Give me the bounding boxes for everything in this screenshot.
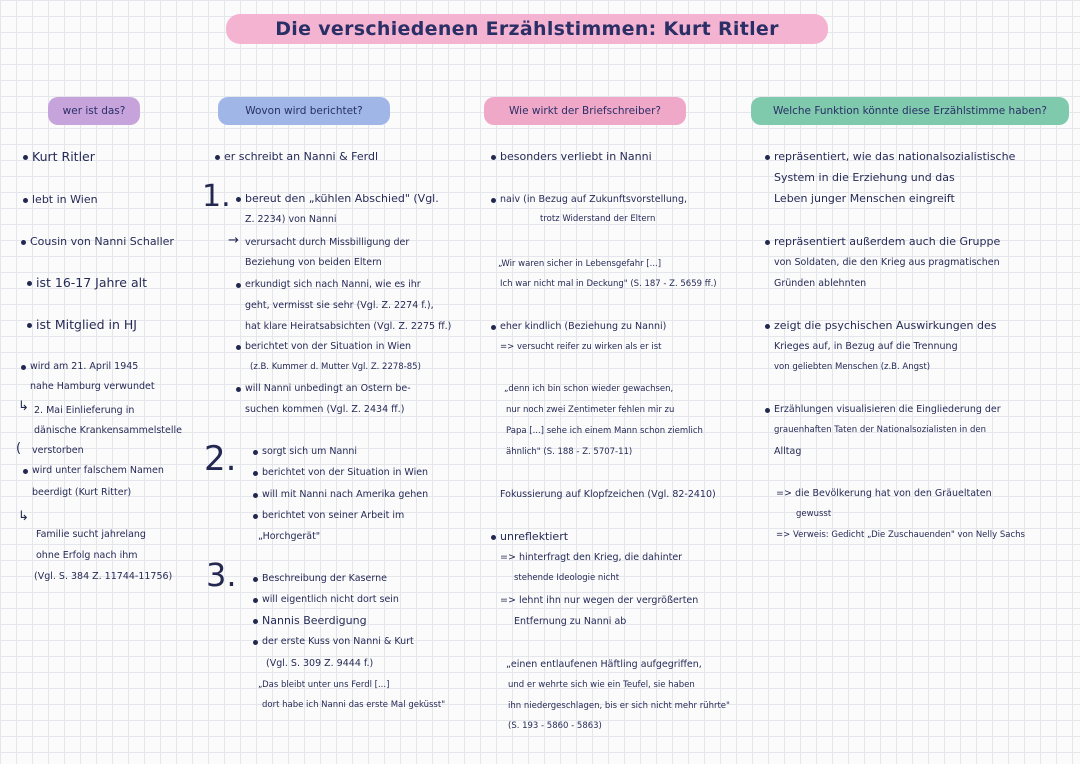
note-line: (Vgl. S. 384 Z. 11744-11756) [34, 571, 173, 582]
note-line: beerdigt (Kurt Ritter) [32, 487, 132, 498]
note-item: Beschreibung der Kaserne [262, 573, 387, 584]
quote-line: „denn ich bin schon wieder gewachsen, [504, 384, 674, 394]
quote-line: (S. 193 - 5860 - 5863) [508, 721, 602, 731]
arrow-icon: ↳ [18, 399, 29, 414]
note-line: => Verweis: Gedicht „Die Zuschauenden" von Nelly Sachs [776, 530, 1025, 540]
arrow-icon: → [228, 233, 239, 248]
note-item: berichtet von der Situation in Wien [262, 467, 429, 478]
note-item: erkundigt sich nach Nanni, wie es ihr [245, 279, 421, 290]
note-item: zeigt die psychischen Auswirkungen des [774, 319, 997, 332]
note-line: Entfernung zu Nanni ab [514, 616, 627, 627]
note-item: naiv (in Bezug auf Zukunftsvorstellung, [500, 194, 687, 205]
note-line: stehende Ideologie nicht [514, 573, 620, 583]
note-item: wird am 21. April 1945 [30, 361, 139, 372]
note-line: gewusst [796, 509, 832, 519]
note-line: => lehnt ihn nur wegen der vergrößerten [500, 595, 699, 606]
quote-line: „Wir waren sicher in Lebensgefahr [...] [498, 259, 662, 269]
note-line: Leben junger Menschen eingreift [774, 192, 955, 205]
note-line: Beziehung von beiden Eltern [245, 257, 382, 268]
arrow-icon: ( [16, 441, 22, 456]
header-who: wer ist das? [48, 97, 140, 125]
note-line: Fokussierung auf Klopfzeichen (Vgl. 82-2410) [500, 489, 716, 500]
page-title: Die verschiedenen Erzählstimmen: Kurt Ritler [226, 14, 828, 44]
note-item: will mit Nanni nach Amerika gehen [262, 489, 429, 500]
note-item: sorgt sich um Nanni [262, 446, 358, 457]
note-line: trotz Widerstand der Eltern [540, 214, 656, 224]
note-item: wird unter falschem Namen [32, 465, 164, 476]
header-function: Welche Funktion könnte diese Erzählstimme haben? [751, 97, 1069, 125]
note-line: Z. 2234) von Nanni [245, 214, 337, 225]
note-line: => hinterfragt den Krieg, die dahinter [500, 552, 683, 563]
note-line: (Vgl. S. 309 Z. 9444 f.) [266, 658, 374, 669]
quote-line: dort habe ich Nanni das erste Mal geküsst" [262, 700, 446, 710]
note-item: berichtet von seiner Arbeit im [262, 510, 405, 521]
note-line: Familie sucht jahrelang [36, 529, 146, 540]
note-item: will eigentlich nicht dort sein [262, 594, 399, 605]
note-line: ohne Erfolg nach ihm [36, 550, 138, 561]
note-item: berichtet von der Situation in Wien [245, 341, 412, 352]
note-line: System in die Erziehung und das [774, 171, 955, 184]
note-line: Alltag [774, 446, 802, 457]
note-item: eher kindlich (Beziehung zu Nanni) [500, 321, 667, 332]
note-line: => die Bevölkerung hat von den Gräueltaten [776, 488, 992, 499]
note-line: hat klare Heiratsabsichten (Vgl. Z. 2275 ff.) [245, 321, 452, 332]
section-number: 2. [204, 439, 237, 479]
note-line: verursacht durch Missbilligung der [245, 237, 410, 248]
quote-line: Ich war nicht mal in Deckung" (S. 187 - Z. 5659 ff.) [500, 279, 717, 289]
quote-line: nur noch zwei Zentimeter fehlen mir zu [506, 405, 675, 415]
note-line: grauenhaften Taten der Nationalsozialisten in den [774, 425, 987, 435]
note-line: nahe Hamburg verwundet [30, 381, 155, 392]
note-line: suchen kommen (Vgl. Z. 2434 ff.) [245, 404, 405, 415]
note-item: ist 16-17 Jahre alt [36, 275, 147, 290]
quote-line: Papa [...] sehe ich einem Mann schon ziemlich [506, 426, 703, 436]
note-item: will Nanni unbedingt an Ostern be- [245, 383, 411, 394]
note-line: (z.B. Kummer d. Mutter Vgl. Z. 2278-85) [250, 362, 421, 372]
note-line: verstorben [32, 445, 84, 456]
quote-line: ähnlich" (S. 188 - Z. 5707-11) [506, 447, 633, 457]
header-effect: Wie wirkt der Briefschreiber? [484, 97, 686, 125]
note-item: lebt in Wien [32, 193, 98, 206]
section-number: 3. [206, 556, 237, 594]
note-line: geht, vermisst sie sehr (Vgl. Z. 2274 f.), [245, 300, 434, 311]
note-line: Krieges auf, in Bezug auf die Trennung [774, 341, 958, 352]
note-item: Nannis Beerdigung [262, 614, 367, 627]
note-item: Erzählungen visualisieren die Eingliederung der [774, 404, 1001, 415]
note-line: 2. Mai Einlieferung in [34, 405, 135, 416]
arrow-icon: ↳ [18, 509, 29, 524]
note-item: repräsentiert außerdem auch die Gruppe [774, 235, 1001, 248]
note-item: Cousin von Nanni Schaller [30, 235, 174, 248]
note-item: ist Mitglied in HJ [36, 317, 137, 332]
quote-line: „einen entlaufenen Häftling aufgegriffen, [506, 659, 702, 670]
quote-line: „Das bleibt unter uns Ferdl [...] [258, 680, 390, 690]
note-item: bereut den „kühlen Abschied" (Vgl. [245, 192, 439, 205]
note-line: => versucht reifer zu wirken als er ist [500, 342, 662, 352]
note-item: repräsentiert, wie das nationalsozialistische [774, 150, 1016, 163]
note-item: er schreibt an Nanni & Ferdl [224, 150, 379, 163]
note-line: von Soldaten, die den Krieg aus pragmatischen [774, 257, 1000, 268]
note-line: von geliebten Menschen (z.B. Angst) [774, 362, 931, 372]
quote-line: ihn niedergeschlagen, bis er sich nicht mehr rührte" [508, 701, 730, 711]
note-item: der erste Kuss von Nanni & Kurt [262, 636, 414, 647]
note-item: besonders verliebt in Nanni [500, 150, 652, 163]
header-what: Wovon wird berichtet? [218, 97, 390, 125]
note-item: Kurt Ritler [32, 149, 95, 164]
note-line: dänische Krankensammelstelle [34, 425, 182, 436]
note-line: „Horchgerät" [258, 531, 321, 542]
quote-line: und er wehrte sich wie ein Teufel, sie haben [508, 680, 695, 690]
note-item: unreflektiert [500, 530, 569, 543]
note-line: Gründen ablehnten [774, 278, 867, 289]
section-number: 1. [202, 179, 231, 214]
